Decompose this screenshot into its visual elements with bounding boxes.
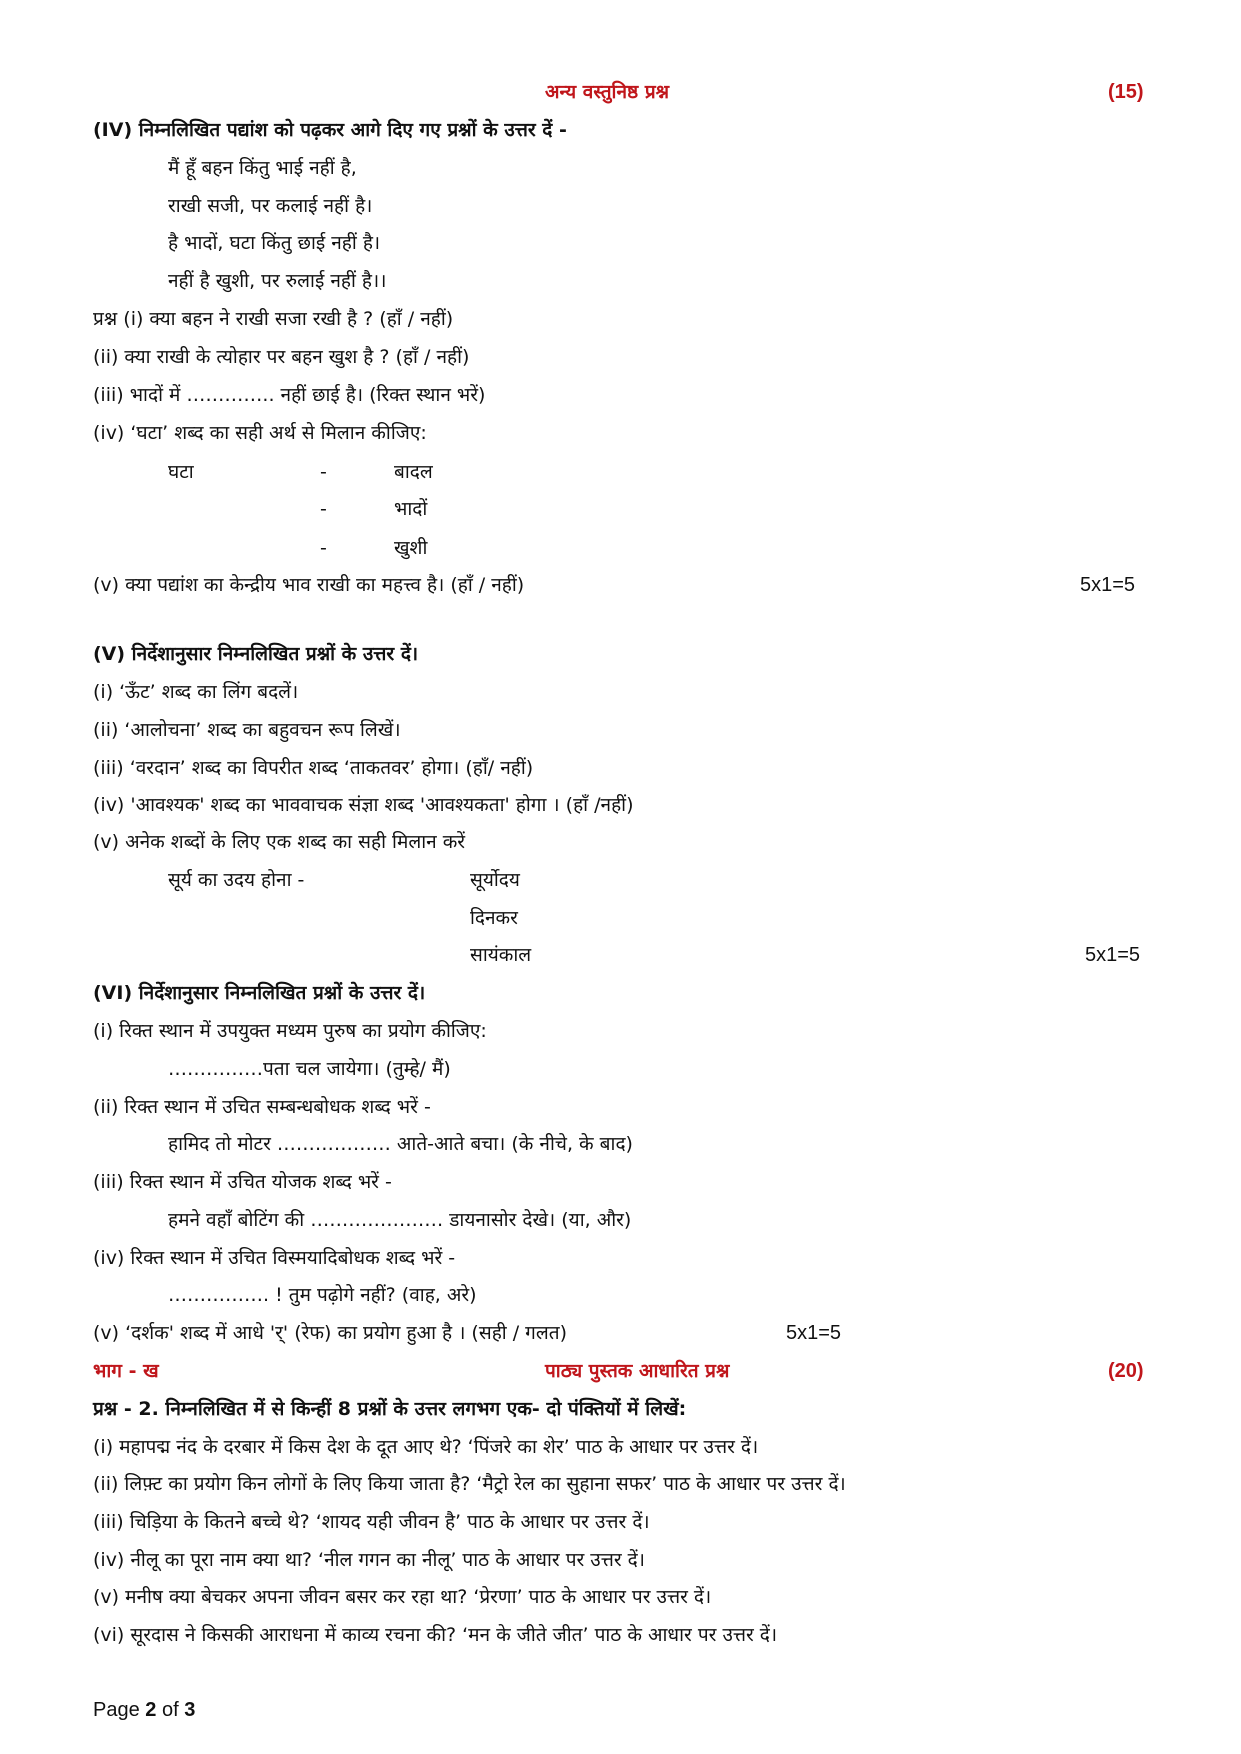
section-v-heading: (V) निर्देशानुसार निम्नलिखित प्रश्नों के उत्तर दें।: [93, 643, 419, 665]
question-fill: हामिद तो मोटर ……………… आते-आते बचा। (के नीचे, के बाद): [168, 1133, 633, 1155]
poem-line: राखी सजी, पर कलाई नहीं है।: [168, 195, 373, 217]
page-of: of: [161, 1699, 179, 1721]
question-item: (v) अनेक शब्दों के लिए एक शब्द का सही मिलान करें: [93, 831, 466, 853]
part-marks: (20): [1108, 1360, 1144, 1382]
question-item: (iv) ‘घटा’ शब्द का सही अर्थ से मिलान कीजिए:: [93, 422, 427, 444]
poem-line: है भादों, घटा किंतु छाई नहीं है।: [168, 232, 381, 254]
match-dash: -: [320, 537, 327, 559]
match-option: खुशी: [394, 537, 428, 559]
match-word: घटा: [168, 461, 194, 483]
match-option: बादल: [394, 461, 433, 483]
question-item: (i) ‘ऊँट’ शब्द का लिंग बदलें।: [93, 681, 299, 703]
match-left: सूर्य का उदय होना -: [168, 869, 305, 891]
part-label: भाग - ख: [93, 1360, 159, 1382]
question-2-heading: प्रश्न - 2. निम्नलिखित में से किन्हीं 8 प्रश्नों के उत्तर लगभग एक- दो पंक्तियों में लिखें:: [93, 1398, 687, 1420]
question-item: (vi) सूरदास ने किसकी आराधना में काव्य रचना की? ‘मन के जीते जीत’ पाठ के आधार पर उत्तर दें।: [93, 1624, 778, 1646]
question-item: (v) ‘दर्शक' शब्द में आधे 'र्' (रेफ) का प्रयोग हुआ है । (सही / गलत): [93, 1322, 567, 1344]
poem-line: मैं हूँ बहन किंतु भाई नहीं है,: [168, 157, 357, 179]
section-vi-heading: (VI) निर्देशानुसार निम्नलिखित प्रश्नों के उत्तर दें।: [93, 982, 426, 1004]
match-option: सायंकाल: [470, 944, 532, 966]
question-item: (iii) ‘वरदान’ शब्द का विपरीत शब्द ‘ताकतवर’ होगा। (हाँ/ नहीं): [93, 757, 534, 779]
question-fill: हमने वहाँ बोटिंग की ………………… डायनासोर देखे। (या, और): [168, 1209, 632, 1231]
question-item: (i) रिक्त स्थान में उपयुक्त मध्यम पुरुष का प्रयोग कीजिए:: [93, 1020, 487, 1042]
question-item: (ii) ‘आलोचना’ शब्द का बहुवचन रूप लिखें।: [93, 719, 401, 741]
match-option: दिनकर: [470, 907, 518, 929]
poem-line: नहीं है खुशी, पर रुलाई नहीं है।।: [168, 270, 387, 292]
question-item: (iii) भादों में ………….. नहीं छाई है। (रिक्त स्थान भरें): [93, 384, 486, 406]
question-fill: ……………. ! तुम पढ़ोगे नहीं? (वाह, अरे): [168, 1284, 477, 1306]
page-prefix: Page: [93, 1699, 140, 1721]
section-title: अन्य वस्तुनिष्ठ प्रश्न: [545, 81, 670, 103]
question-fill: ……………पता चल जायेगा। (तुम्हे/ मैं): [168, 1058, 451, 1080]
section-marks: (15): [1108, 81, 1144, 103]
question-item: (v) क्या पद्यांश का केन्द्रीय भाव राखी का महत्त्व है। (हाँ / नहीं): [93, 574, 525, 596]
question-item: (ii) क्या राखी के त्योहार पर बहन खुश है ? (हाँ / नहीं): [93, 346, 470, 368]
page-number: [93, 1698, 195, 1722]
match-dash: -: [320, 498, 327, 520]
question-item: (ii) रिक्त स्थान में उचित सम्बन्धबोधक शब्द भरें -: [93, 1096, 431, 1118]
question-item: (iv) नीलू का पूरा नाम क्या था? ‘नील गगन का नीलू’ पाठ के आधार पर उत्तर दें।: [93, 1549, 645, 1571]
question-item: (iii) चिड़िया के कितने बच्चे थे? ‘शायद यही जीवन है’ पाठ के आधार पर उत्तर दें।: [93, 1511, 650, 1533]
question-item: प्रश्न (i) क्या बहन ने राखी सजा रखी है ? (हाँ / नहीं): [93, 308, 454, 330]
match-option: भादों: [394, 498, 428, 520]
page-total: 3: [184, 1699, 196, 1721]
question-item: (iv) 'आवश्यक' शब्द का भाववाचक संज्ञा शब्द 'आवश्यकता' होगा । (हाँ /नहीं): [93, 794, 634, 816]
marks-label: 5x1=5: [1085, 944, 1141, 966]
match-option: सूर्योदय: [470, 869, 520, 891]
marks-label: 5x1=5: [1080, 574, 1136, 596]
question-item: (i) महापद्म नंद के दरबार में किस देश के दूत आए थे? ‘पिंजरे का शेर’ पाठ के आधार पर उत्तर दें।: [93, 1436, 759, 1458]
section-iv-heading: (IV) निम्नलिखित पद्यांश को पढ़कर आगे दिए गए प्रश्नों के उत्तर दें -: [93, 119, 567, 141]
part-title: पाठ्य पुस्तक आधारित प्रश्न: [545, 1360, 730, 1382]
marks-label: 5x1=5: [786, 1322, 842, 1344]
question-item: (v) मनीष क्या बेचकर अपना जीवन बसर कर रहा था? ‘प्रेरणा’ पाठ के आधार पर उत्तर दें।: [93, 1586, 712, 1608]
question-item: (iii) रिक्त स्थान में उचित योजक शब्द भरें -: [93, 1171, 392, 1193]
question-item: (ii) लिफ़्ट का प्रयोग किन लोगों के लिए किया जाता है? ‘मैट्रो रेल का सुहाना सफर’ पाठ के आधार पर उत्तर दें।: [93, 1473, 846, 1495]
page-current: 2: [145, 1699, 157, 1721]
question-item: (iv) रिक्त स्थान में उचित विस्मयादिबोधक शब्द भरें -: [93, 1247, 456, 1269]
match-dash: -: [320, 461, 327, 483]
